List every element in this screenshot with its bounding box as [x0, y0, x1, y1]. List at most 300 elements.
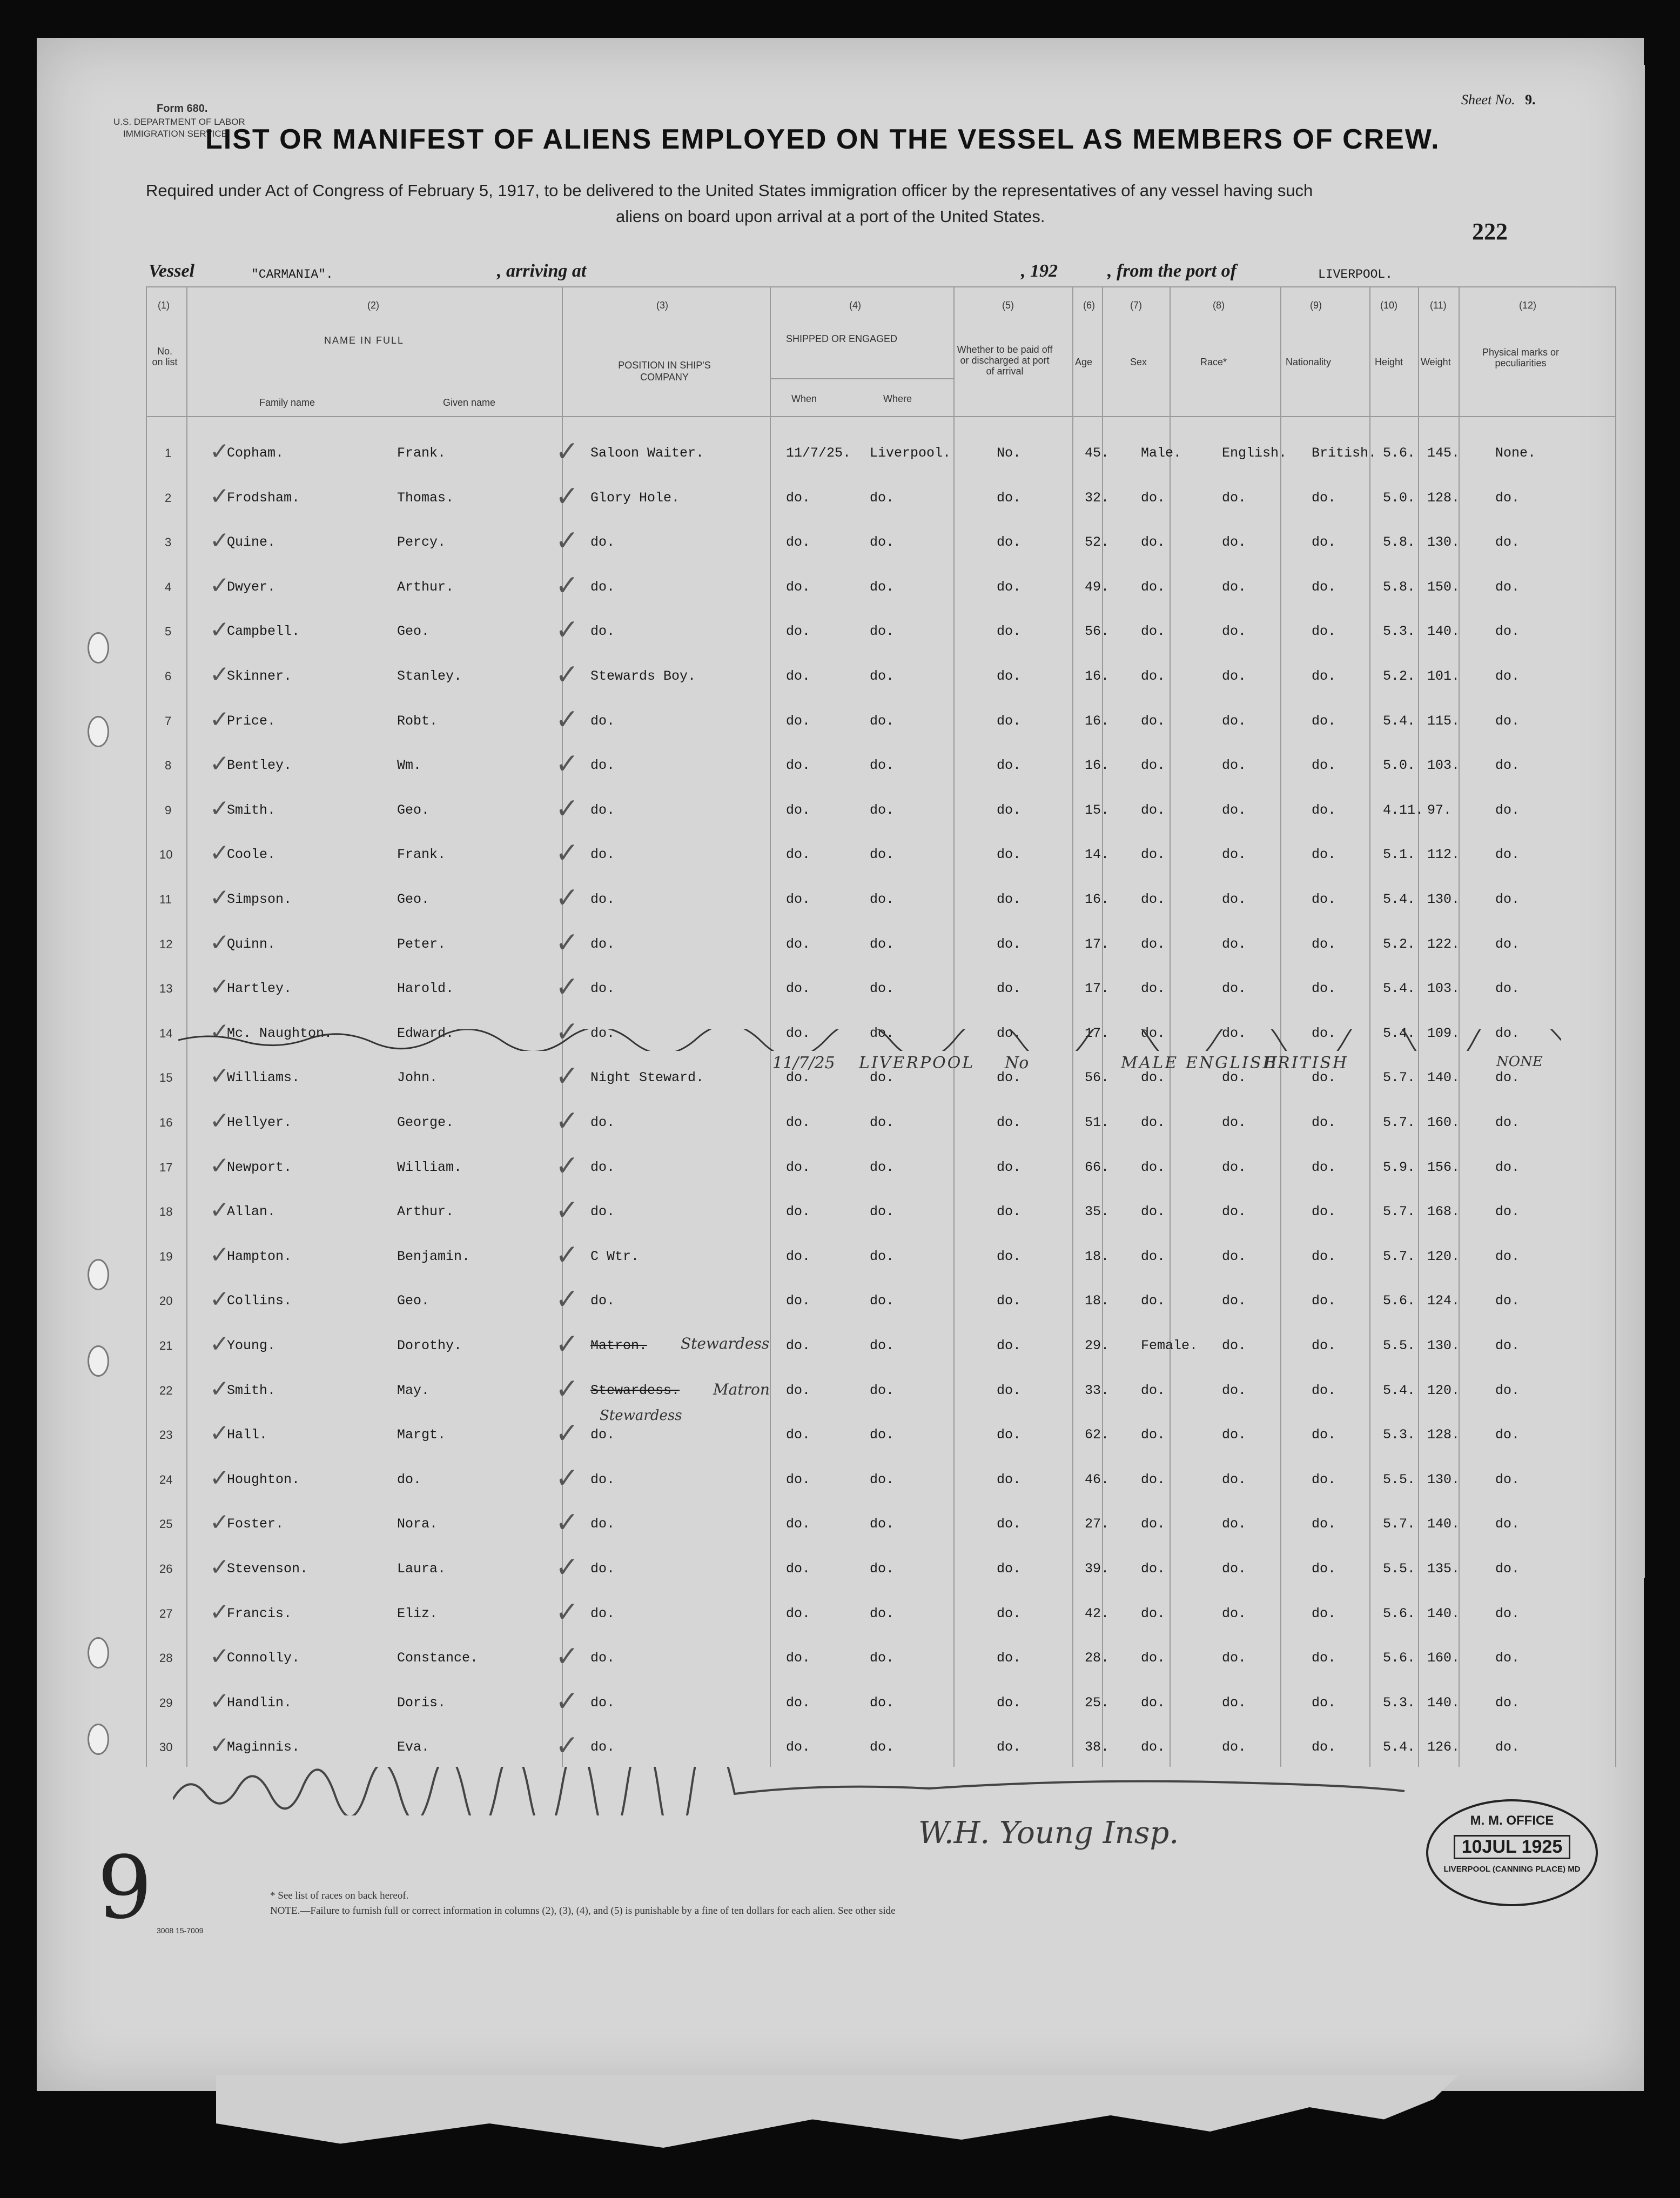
- cell-paid: do.: [997, 579, 1022, 595]
- cell-age: 15.: [1085, 802, 1110, 818]
- row-14-paid-handwritten: No: [1005, 1054, 1029, 1073]
- row-number: 3: [165, 535, 172, 550]
- cell-nat: do.: [1312, 1025, 1336, 1041]
- check-mark-icon: ✓: [210, 1464, 230, 1492]
- header-weight: Weight: [1421, 357, 1451, 367]
- check-mark-icon: ✓: [555, 792, 579, 825]
- row-number: 1: [165, 446, 172, 460]
- check-mark-icon: ✓: [555, 926, 579, 959]
- cell-weight: 122.: [1427, 936, 1460, 952]
- cell-nat: do.: [1312, 713, 1336, 729]
- cell-where: Liverpool.: [870, 445, 951, 461]
- cell-where: do.: [870, 1070, 895, 1086]
- cell-marks: do.: [1495, 1694, 1520, 1711]
- cell-given: William.: [397, 1159, 462, 1175]
- cell-nat: do.: [1312, 1293, 1336, 1309]
- cell-where: do.: [870, 668, 895, 684]
- cell-given: Geo.: [397, 892, 430, 907]
- cell-position: do.: [590, 1650, 615, 1666]
- header-when: When: [791, 393, 817, 404]
- cell-where: do.: [870, 1427, 895, 1443]
- cell-age: 27.: [1085, 1516, 1110, 1532]
- check-mark-icon: ✓: [555, 480, 579, 513]
- check-mark-icon: ✓: [555, 1685, 579, 1718]
- cell-marks: do.: [1495, 1605, 1520, 1621]
- check-mark-icon: ✓: [555, 1105, 579, 1137]
- cell-race: do.: [1222, 1025, 1247, 1041]
- cell-family: Collins.: [227, 1293, 292, 1309]
- cell-paid: do.: [997, 1159, 1022, 1175]
- cell-age: 18.: [1085, 1248, 1110, 1264]
- check-mark-icon: ✓: [555, 971, 579, 1004]
- check-mark-icon: ✓: [555, 525, 579, 558]
- cell-family: Smith.: [227, 802, 276, 818]
- row-number: 9: [165, 803, 172, 817]
- cell-nat: do.: [1312, 892, 1336, 907]
- row-number: 13: [159, 982, 173, 996]
- row-22-position-handwritten-1: Matron: [713, 1381, 770, 1398]
- check-mark-icon: ✓: [210, 1017, 230, 1046]
- header-family: Family name: [259, 397, 315, 408]
- check-mark-icon: ✓: [210, 1151, 230, 1180]
- cell-age: 45.: [1085, 445, 1110, 461]
- cell-given: Dorothy.: [397, 1338, 462, 1353]
- cell-height: 4.11.: [1383, 802, 1424, 818]
- column-rule: [1369, 286, 1370, 1767]
- row-number: 6: [165, 669, 172, 683]
- cell-family: Price.: [227, 713, 276, 729]
- check-mark-icon: ✓: [210, 1062, 230, 1090]
- cell-given: Constance.: [397, 1650, 479, 1666]
- cell-sex: Male.: [1141, 445, 1182, 461]
- row-number: 4: [165, 580, 172, 594]
- cell-marks: do.: [1495, 802, 1520, 818]
- cell-family: Young.: [227, 1338, 276, 1353]
- cell-family: Williams.: [227, 1070, 300, 1086]
- cell-marks: do.: [1495, 1471, 1520, 1487]
- cell-race: do.: [1222, 1159, 1247, 1175]
- row-number: 14: [159, 1026, 173, 1040]
- cell-when: do.: [786, 1650, 811, 1666]
- cell-paid: do.: [997, 1248, 1022, 1264]
- cell-given: Geo.: [397, 802, 430, 818]
- check-mark-icon: ✓: [210, 661, 230, 688]
- cell-height: 5.4.: [1383, 892, 1416, 907]
- cell-paid: do.: [997, 847, 1022, 863]
- cell-where: do.: [870, 1739, 895, 1755]
- cell-height: 5.7.: [1383, 1115, 1416, 1130]
- cell-nat: do.: [1312, 534, 1336, 551]
- header-paid: Whether to be paid off or discharged at port of arrival: [957, 344, 1053, 377]
- cell-position: do.: [590, 1427, 615, 1443]
- row-14-marks-handwritten: NONE: [1496, 1054, 1543, 1070]
- cell-when: do.: [786, 1204, 811, 1220]
- cell-given: Stanley.: [397, 668, 462, 684]
- column-number: (11): [1430, 300, 1447, 311]
- check-mark-icon: ✓: [210, 1687, 230, 1715]
- check-mark-icon: ✓: [210, 928, 230, 956]
- cell-when: do.: [786, 1739, 811, 1755]
- check-mark-icon: ✓: [210, 438, 230, 465]
- check-mark-icon: ✓: [210, 750, 230, 778]
- cell-age: 14.: [1085, 847, 1110, 863]
- cell-family: Hellyer.: [227, 1115, 292, 1130]
- cell-height: 5.2.: [1383, 936, 1416, 952]
- column-rule: [1280, 286, 1281, 1767]
- binder-hole: [88, 1259, 109, 1290]
- cell-where: do.: [870, 1115, 895, 1130]
- cell-weight: 130.: [1427, 1338, 1460, 1353]
- check-mark-icon: ✓: [555, 882, 579, 914]
- cell-family: Foster.: [227, 1516, 284, 1532]
- cell-given: Percy.: [397, 534, 446, 551]
- cell-when: do.: [786, 1427, 811, 1443]
- cell-when: do.: [786, 892, 811, 907]
- cell-marks: do.: [1495, 1516, 1520, 1532]
- cell-height: 5.7.: [1383, 1070, 1416, 1086]
- cell-weight: 150.: [1427, 579, 1460, 595]
- cell-where: do.: [870, 534, 895, 551]
- cell-weight: 130.: [1427, 534, 1460, 551]
- check-mark-icon: ✓: [555, 1283, 579, 1316]
- cell-paid: do.: [997, 1070, 1022, 1086]
- cell-where: do.: [870, 624, 895, 640]
- form-dept: U.S. DEPARTMENT OF LABOR: [113, 117, 245, 127]
- check-mark-icon: ✓: [555, 1730, 579, 1763]
- cell-given: Frank.: [397, 445, 446, 461]
- from-port-label: , from the port of: [1107, 261, 1237, 281]
- cell-when: do.: [786, 1605, 811, 1621]
- column-number: (8): [1213, 300, 1225, 311]
- column-number: (7): [1130, 300, 1142, 311]
- cell-paid: do.: [997, 1115, 1022, 1130]
- column-number: (2): [367, 300, 379, 311]
- cell-position: do.: [590, 892, 615, 907]
- check-mark-icon: ✓: [555, 1462, 579, 1495]
- cell-when: do.: [786, 1159, 811, 1175]
- check-mark-icon: ✓: [210, 1643, 230, 1671]
- cell-position: Matron.: [590, 1338, 648, 1353]
- cell-where: do.: [870, 1293, 895, 1309]
- cell-race: do.: [1222, 1382, 1247, 1398]
- cell-where: do.: [870, 1204, 895, 1220]
- row-number: 2: [165, 491, 172, 505]
- cell-when: do.: [786, 490, 811, 506]
- check-mark-icon: ✓: [555, 1640, 579, 1673]
- cell-paid: do.: [997, 892, 1022, 907]
- cell-position: do.: [590, 1293, 615, 1309]
- header-marks: Physical marks or peculiarities: [1482, 347, 1560, 368]
- column-number: (12): [1519, 300, 1537, 311]
- header-no: No. on list: [152, 346, 178, 367]
- torn-bottom-edge: [216, 2075, 1459, 2156]
- header-sex: Sex: [1130, 357, 1147, 367]
- cell-nat: do.: [1312, 1338, 1336, 1353]
- sheet-value: 9.: [1525, 92, 1536, 108]
- cell-height: 5.7.: [1383, 1204, 1416, 1220]
- cell-when: do.: [786, 668, 811, 684]
- cell-marks: do.: [1495, 892, 1520, 907]
- cell-when: do.: [786, 713, 811, 729]
- cell-nat: do.: [1312, 1159, 1336, 1175]
- cell-nat: do.: [1312, 1694, 1336, 1711]
- cell-sex: do.: [1141, 1516, 1166, 1532]
- cell-position: do.: [590, 1516, 615, 1532]
- year-label: , 192: [1021, 261, 1058, 281]
- cell-marks: do.: [1495, 847, 1520, 863]
- cell-sex: do.: [1141, 1248, 1166, 1264]
- cell-marks: do.: [1495, 713, 1520, 729]
- check-mark-icon: ✓: [555, 1506, 579, 1539]
- check-mark-icon: ✓: [210, 839, 230, 867]
- cell-marks: None.: [1495, 445, 1536, 461]
- cell-nat: do.: [1312, 1115, 1336, 1130]
- cell-height: 5.4.: [1383, 981, 1416, 997]
- cell-race: do.: [1222, 1115, 1247, 1130]
- check-mark-icon: ✓: [210, 1509, 230, 1537]
- check-mark-icon: ✓: [555, 614, 579, 647]
- cell-race: do.: [1222, 490, 1247, 506]
- check-mark-icon: ✓: [210, 1419, 230, 1448]
- check-mark-icon: ✓: [555, 1015, 579, 1048]
- cell-height: 5.7.: [1383, 1516, 1416, 1532]
- column-number: (9): [1310, 300, 1322, 311]
- cell-nat: do.: [1312, 981, 1336, 997]
- cell-marks: do.: [1495, 1025, 1520, 1041]
- cell-when: do.: [786, 1382, 811, 1398]
- cell-where: do.: [870, 1605, 895, 1621]
- cell-weight: 130.: [1427, 1471, 1460, 1487]
- cell-age: 29.: [1085, 1338, 1110, 1353]
- cell-when: do.: [786, 1293, 811, 1309]
- check-mark-icon: ✓: [210, 973, 230, 1001]
- cell-when: do.: [786, 1025, 811, 1041]
- stamp-line-1: M. M. OFFICE: [1470, 1813, 1554, 1828]
- check-mark-icon: ✓: [210, 884, 230, 912]
- cell-position: do.: [590, 1115, 615, 1130]
- check-mark-icon: ✓: [210, 482, 230, 510]
- check-mark-icon: ✓: [210, 705, 230, 733]
- cell-race: do.: [1222, 1561, 1247, 1577]
- cell-where: do.: [870, 936, 895, 952]
- row-14-where-handwritten: LIVERPOOL: [859, 1054, 975, 1073]
- check-mark-icon: ✓: [555, 1194, 579, 1227]
- cell-family: Bentley.: [227, 758, 292, 774]
- column-number: (4): [849, 300, 861, 311]
- row-14-nat-handwritten: BRITISH: [1264, 1054, 1349, 1073]
- cell-marks: do.: [1495, 1650, 1520, 1666]
- cell-paid: do.: [997, 1293, 1022, 1309]
- cell-when: do.: [786, 847, 811, 863]
- cell-height: 5.1.: [1383, 847, 1416, 863]
- row-number: 20: [159, 1294, 173, 1308]
- sheet-label: Sheet No.: [1461, 92, 1515, 108]
- cell-family: Copham.: [227, 445, 284, 461]
- cell-weight: 103.: [1427, 981, 1460, 997]
- cell-race: do.: [1222, 936, 1247, 952]
- cell-weight: 101.: [1427, 668, 1460, 684]
- cell-height: 5.3.: [1383, 1427, 1416, 1443]
- cell-family: Francis.: [227, 1605, 292, 1621]
- cell-given: May.: [397, 1382, 430, 1398]
- row-number: 30: [159, 1740, 173, 1754]
- cell-position: do.: [590, 981, 615, 997]
- cell-nat: British.: [1312, 445, 1377, 461]
- cell-race: do.: [1222, 1293, 1247, 1309]
- cell-height: 5.5.: [1383, 1338, 1416, 1353]
- cell-given: Thomas.: [397, 490, 454, 506]
- column-rule: [1170, 286, 1171, 1767]
- cell-age: 17.: [1085, 936, 1110, 952]
- check-mark-icon: ✓: [210, 1285, 230, 1314]
- stamp-date: 10JUL 1925: [1454, 1835, 1570, 1859]
- cell-where: do.: [870, 713, 895, 729]
- cell-where: do.: [870, 490, 895, 506]
- vessel-name: "CARMANIA".: [251, 267, 333, 282]
- cell-sex: do.: [1141, 1561, 1166, 1577]
- cell-given: Edward.: [397, 1025, 454, 1041]
- cell-race: English.: [1222, 445, 1287, 461]
- cell-position: do.: [590, 1605, 615, 1621]
- row-number: 15: [159, 1071, 173, 1085]
- cell-height: 5.5.: [1383, 1561, 1416, 1577]
- cell-family: Dwyer.: [227, 579, 276, 595]
- cell-marks: do.: [1495, 1338, 1520, 1353]
- cell-weight: 130.: [1427, 892, 1460, 907]
- cell-race: do.: [1222, 579, 1247, 595]
- cell-where: do.: [870, 1650, 895, 1666]
- cell-sex: do.: [1141, 936, 1166, 952]
- cell-paid: do.: [997, 668, 1022, 684]
- cell-marks: do.: [1495, 490, 1520, 506]
- cell-age: 56.: [1085, 624, 1110, 640]
- cell-race: do.: [1222, 1204, 1247, 1220]
- cell-when: do.: [786, 1338, 811, 1353]
- cell-age: 56.: [1085, 1070, 1110, 1086]
- cell-marks: do.: [1495, 668, 1520, 684]
- cell-nat: do.: [1312, 1561, 1336, 1577]
- cell-position: do.: [590, 1204, 615, 1220]
- cell-where: do.: [870, 847, 895, 863]
- cell-family: Hartley.: [227, 981, 292, 997]
- cell-weight: 103.: [1427, 758, 1460, 774]
- cell-position: do.: [590, 1471, 615, 1487]
- cell-given: Eliz.: [397, 1605, 438, 1621]
- cell-weight: 97.: [1427, 802, 1452, 818]
- cell-where: do.: [870, 1159, 895, 1175]
- cell-sex: do.: [1141, 847, 1166, 863]
- cell-age: 32.: [1085, 490, 1110, 506]
- cell-when: do.: [786, 758, 811, 774]
- row-14-race-handwritten: ENGLISH: [1186, 1054, 1279, 1073]
- cell-given: do.: [397, 1471, 422, 1487]
- stamp-line-3: LIVERPOOL (CANNING PLACE) MD: [1443, 1865, 1581, 1874]
- cell-race: do.: [1222, 1650, 1247, 1666]
- cell-age: 39.: [1085, 1561, 1110, 1577]
- cell-when: do.: [786, 624, 811, 640]
- binder-hole: [88, 1345, 109, 1377]
- cell-paid: do.: [997, 1204, 1022, 1220]
- header-name: NAME IN FULL: [324, 335, 405, 346]
- cell-where: do.: [870, 1338, 895, 1353]
- cell-position: do.: [590, 758, 615, 774]
- departure-port: LIVERPOOL.: [1318, 267, 1393, 282]
- cell-height: 5.4.: [1383, 1382, 1416, 1398]
- row-number: 7: [165, 714, 172, 728]
- cell-age: 17.: [1085, 1025, 1110, 1041]
- column-number: (10): [1380, 300, 1398, 311]
- check-mark-icon: ✓: [555, 1372, 579, 1405]
- cell-marks: do.: [1495, 534, 1520, 551]
- cell-race: do.: [1222, 892, 1247, 907]
- shipped-rule: [770, 378, 953, 379]
- cell-when: do.: [786, 1694, 811, 1711]
- check-mark-icon: ✓: [210, 1553, 230, 1581]
- office-stamp: [1426, 1799, 1598, 1906]
- cell-given: Geo.: [397, 624, 430, 640]
- cell-age: 49.: [1085, 579, 1110, 595]
- row-22-position-handwritten-2: Stewardess: [600, 1408, 682, 1424]
- cell-sex: do.: [1141, 1382, 1166, 1398]
- cell-position: do.: [590, 847, 615, 863]
- check-mark-icon: ✓: [210, 1598, 230, 1626]
- cell-family: Campbell.: [227, 624, 300, 640]
- print-code: 3008 15-7009: [157, 1926, 204, 1935]
- cell-where: do.: [870, 1516, 895, 1532]
- cell-nat: do.: [1312, 1204, 1336, 1220]
- column-number: (1): [158, 300, 170, 311]
- cell-position: Stewards Boy.: [590, 668, 696, 684]
- column-rule: [1615, 286, 1616, 1767]
- cell-age: 35.: [1085, 1204, 1110, 1220]
- cell-race: do.: [1222, 758, 1247, 774]
- column-number: (6): [1083, 300, 1095, 311]
- cell-paid: do.: [997, 1382, 1022, 1398]
- row-number: 28: [159, 1651, 173, 1665]
- check-mark-icon: ✓: [555, 837, 579, 870]
- cell-given: Robt.: [397, 713, 438, 729]
- cell-weight: 128.: [1427, 1427, 1460, 1443]
- cell-family: Hampton.: [227, 1248, 292, 1264]
- row-number: 19: [159, 1249, 173, 1263]
- cell-height: 5.6.: [1383, 1605, 1416, 1621]
- cell-age: 46.: [1085, 1471, 1110, 1487]
- cell-race: do.: [1222, 668, 1247, 684]
- cell-sex: do.: [1141, 534, 1166, 551]
- sheet-number: [1461, 92, 1536, 108]
- cell-where: do.: [870, 802, 895, 818]
- cell-paid: do.: [997, 1650, 1022, 1666]
- column-rule: [770, 286, 771, 1767]
- row-number: 16: [159, 1116, 173, 1129]
- cell-sex: do.: [1141, 1427, 1166, 1443]
- check-mark-icon: ✓: [555, 1328, 579, 1361]
- cell-nat: do.: [1312, 1471, 1336, 1487]
- cell-position: C Wtr.: [590, 1248, 640, 1264]
- check-mark-icon: ✓: [555, 1596, 579, 1629]
- cell-given: Laura.: [397, 1561, 446, 1577]
- cell-given: Doris.: [397, 1694, 446, 1711]
- cell-given: Harold.: [397, 981, 454, 997]
- check-mark-icon: ✓: [210, 1330, 230, 1358]
- cell-paid: do.: [997, 936, 1022, 952]
- cell-given: John.: [397, 1070, 438, 1086]
- cell-race: do.: [1222, 981, 1247, 997]
- cell-race: do.: [1222, 1248, 1247, 1264]
- cell-age: 18.: [1085, 1293, 1110, 1309]
- cell-race: do.: [1222, 1427, 1247, 1443]
- cell-family: Mc. Naughton.: [227, 1025, 333, 1041]
